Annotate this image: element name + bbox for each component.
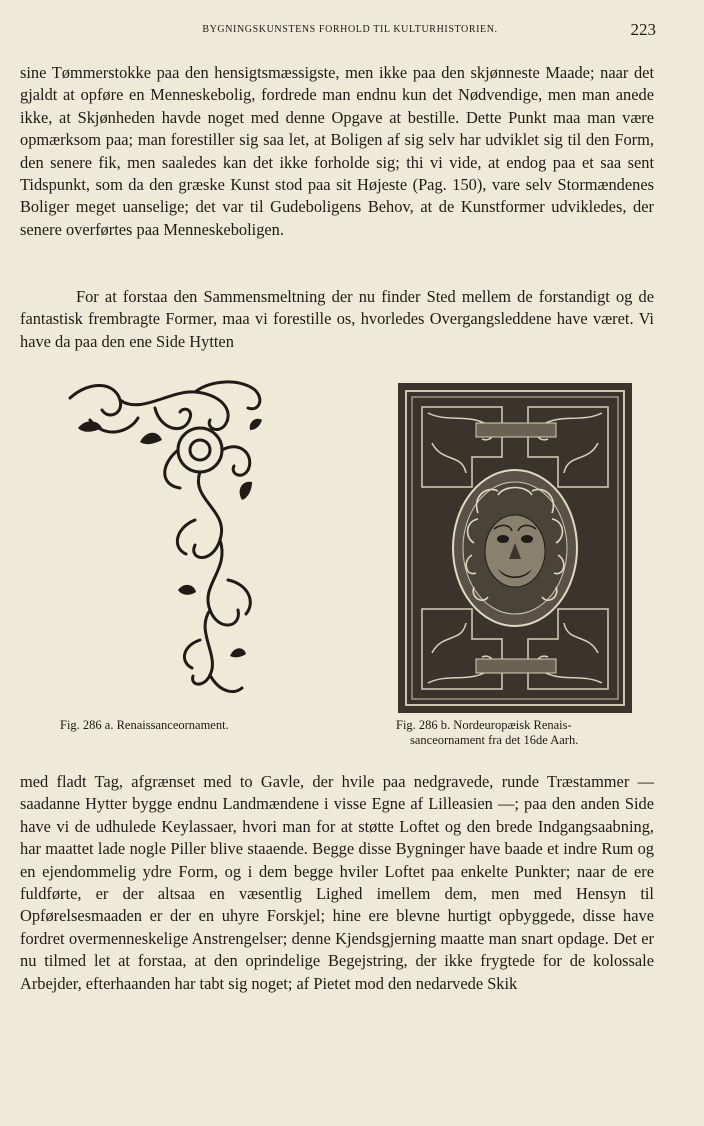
renaissance-ornament-figure bbox=[60, 370, 270, 710]
figure-b-caption bbox=[396, 718, 646, 748]
paragraph-3: med fladt Tag, afgrænset med to Gavle, der hvile paa nedgravede, runde Træstammer — saadanne Hytter bygge endnu Landmændene i visse Egne af Lilleasien —; paa den anden Side have vi de udhulede Keylassaer, hvori man for at støtte Loftet og den brede Indgangsaabning, har maattet lade nogle Piller blive staaende. Begge disse Bygninger have baade et indre Rum og en ejendommelig ydre Form, og i dem begge hviler Loftet paa enkelte Punkter; naar de ere fuldførte, er der altsaa en væsentlig Lighed imellem dem, men med Hensyn til Opførelsesmaaden er der en uhyre Forskjel; hine ere blevne hurtigt opbyggede, disse have fordret overmenneskelige Anstrengelser; denne Kjendsgjerning maatte man snart opdage. Det er nu tilmed let at forstaa, at den oprindelige Begejstring, der ikke frygtede for de kolossale Arbejder, efterhaanden har tabt sig noget; af Pietet mod den nedarvede Skik bbox=[20, 772, 654, 993]
figure-a-caption: Fig. 286 a. Renaissanceornament. bbox=[60, 718, 229, 732]
figure-b-caption-line-2: sanceornament fra det 16de Aarh. bbox=[410, 733, 579, 747]
paragraph-2: For at forstaa den Sammensmeltning der nu finder Sted mellem de forstandigt og de fantastisk frembragte Former, maa vi forestille os, hvorledes Overgangsleddene have været. Vi have da paa den ene Side Hytten bbox=[20, 287, 654, 351]
lion-mask-panel-figure bbox=[398, 383, 632, 713]
page-number: 223 bbox=[630, 20, 656, 39]
paragraph-1: sine Tømmerstokke paa den hensigtsmæssigste, men ikke paa den skjønneste Maade; naar det gjaldt at opføre en Menneskebolig, fordrede man endnu kun det Nødvendige, men man anede ikke, at Skjønheden havde noget med denne Opgave at bestille. Dette Punkt maa man være opmærksom paa; man forestiller sig saa let, at Boligen af sig selv har udviklet sig til den Form, den senere fik, men saaledes kan det ikke forholde sig; thi vi vide, at endog paa et saa sent Tidspunkt, som da den græske Kunst stod paa sit Højeste (Pag. 150), vare selv Stormændenes Boliger meget uanselige; det var til Gudeboligens Behov, at de Kunstformer udvikledes, der senere overførtes paa Menneskeboligen. bbox=[20, 63, 654, 239]
running-head: BYGNINGSKUNSTENS FORHOLD TIL KULTURHISTORIEN. bbox=[202, 24, 498, 35]
figure-b-caption-line-1: Fig. 286 b. Nordeuropæisk Renais- bbox=[396, 718, 572, 732]
